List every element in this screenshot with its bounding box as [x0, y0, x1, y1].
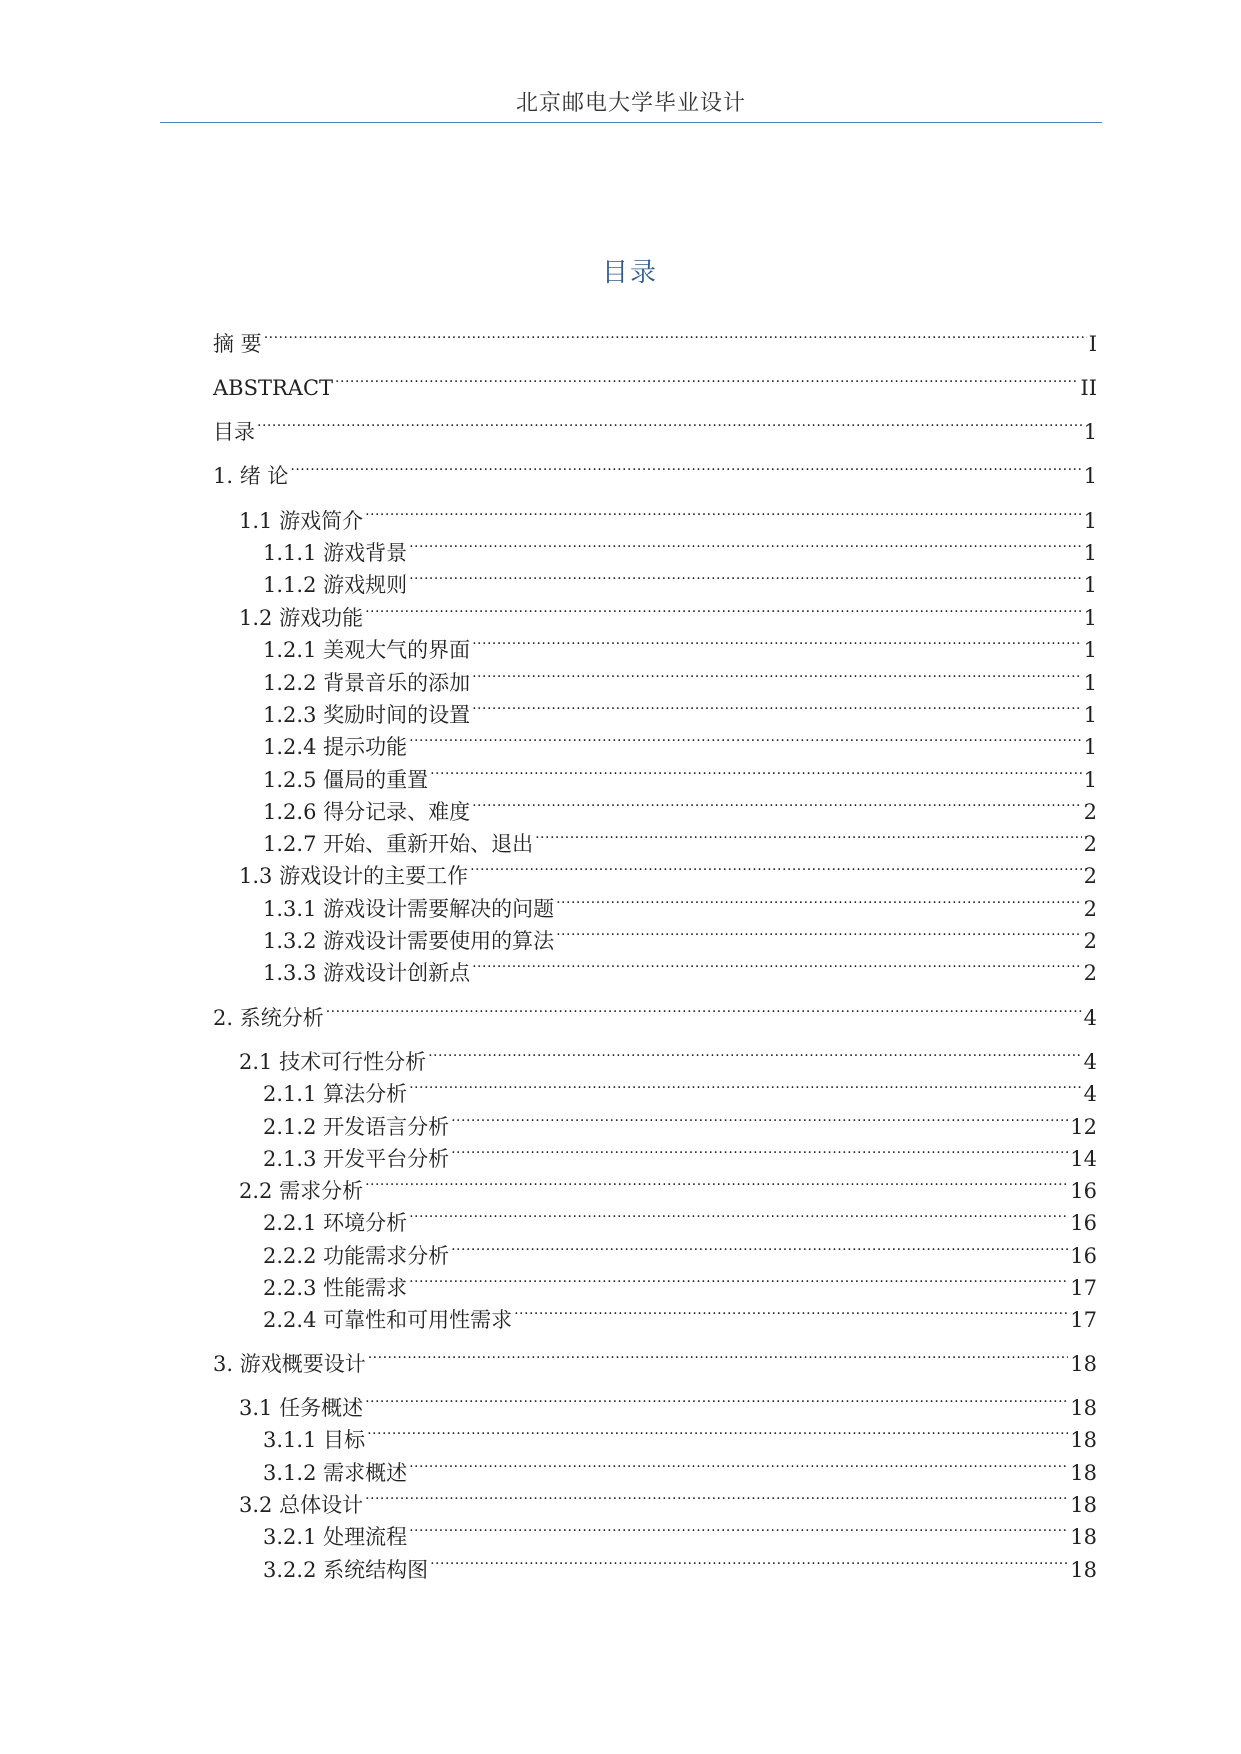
toc-entry-label: 1.1.2 游戏规则 — [263, 573, 408, 597]
toc-entry-chapter-1[interactable] — [213, 457, 1097, 489]
toc-dot-leader — [556, 890, 1082, 916]
toc-entry-1-2-4[interactable] — [263, 728, 1097, 760]
toc-entry-page: 2 — [1083, 897, 1097, 921]
toc-entry-page: 18 — [1070, 1558, 1097, 1582]
toc-entry-page: 17 — [1070, 1276, 1097, 1300]
toc-entry-page: 1 — [1083, 735, 1097, 759]
toc-entry-label: 1.1.1 游戏背景 — [263, 541, 408, 565]
toc-entry-3-2-2[interactable] — [263, 1551, 1097, 1583]
toc-title: 目录 — [601, 258, 658, 288]
toc-entry-page: 18 — [1070, 1352, 1097, 1376]
toc-entry-1-3-3[interactable] — [263, 954, 1097, 986]
toc-entry-1-2-2[interactable] — [263, 664, 1097, 696]
toc-entry-1-1-1[interactable] — [263, 534, 1097, 566]
toc-entry-label: 1.2 游戏功能 — [239, 606, 364, 630]
toc-dot-leader — [367, 1421, 1068, 1447]
toc-entry-page: 16 — [1070, 1244, 1097, 1268]
toc-entry-page: 16 — [1070, 1179, 1097, 1203]
toc-entry-label: 2.2.1 环境分析 — [263, 1211, 408, 1235]
toc-dot-leader — [365, 1486, 1068, 1512]
toc-entry-2-2[interactable] — [239, 1172, 1097, 1204]
toc-dot-leader — [326, 999, 1082, 1025]
toc-entry-label: 2.1 技术可行性分析 — [239, 1050, 427, 1074]
toc-entry-label: 2. 系统分析 — [213, 1006, 324, 1030]
toc-entry-page: 18 — [1070, 1461, 1097, 1485]
toc-entry-label: 1.3.1 游戏设计需要解决的问题 — [263, 897, 555, 921]
toc-entry-3-1-2[interactable] — [263, 1454, 1097, 1486]
toc-entry-page: 1 — [1083, 541, 1097, 565]
toc-dot-leader — [257, 413, 1082, 439]
toc-entry-page: 1 — [1083, 671, 1097, 695]
toc-entry-1-3-2[interactable] — [263, 922, 1097, 954]
toc-entry-page: 1 — [1083, 573, 1097, 597]
toc-entry-label: 1.2.3 奖励时间的设置 — [263, 703, 471, 727]
toc-entry-page: 18 — [1070, 1493, 1097, 1517]
toc-entry-1-2-7[interactable] — [263, 825, 1097, 857]
toc-entry-2-2-4[interactable] — [263, 1301, 1097, 1333]
toc-entry-label: 1.3 游戏设计的主要工作 — [239, 864, 469, 888]
toc-entry-label: 2.2.2 功能需求分析 — [263, 1244, 450, 1268]
toc-entry-page: 1 — [1083, 703, 1097, 727]
header-title: 北京邮电大学毕业设计 — [515, 91, 746, 116]
toc-entry-label: 3.1.2 需求概述 — [263, 1461, 408, 1485]
toc-dot-leader — [335, 369, 1078, 395]
toc-entry-page: 4 — [1083, 1082, 1097, 1106]
toc-entry-label: 3. 游戏概要设计 — [213, 1352, 366, 1376]
toc-entry-label: 3.2.2 系统结构图 — [263, 1558, 429, 1582]
toc-entry-page: 14 — [1070, 1147, 1097, 1171]
toc-dot-leader — [409, 1518, 1068, 1544]
toc-dot-leader — [365, 502, 1082, 528]
toc-entry-3-1[interactable] — [239, 1389, 1097, 1421]
toc-entry-label: 1.2.2 背景音乐的添加 — [263, 671, 471, 695]
toc-entry-page: 1 — [1083, 509, 1097, 533]
toc-dot-leader — [472, 631, 1082, 657]
toc-entry-label: 2.1.2 开发语言分析 — [263, 1115, 450, 1139]
toc-entry-page: 18 — [1070, 1396, 1097, 1420]
toc-entry-1-3-1[interactable] — [263, 890, 1097, 922]
toc-entry-page: 12 — [1070, 1115, 1097, 1139]
toc-entry-abstract-cn[interactable] — [213, 325, 1097, 357]
toc-entry-chapter-3[interactable] — [213, 1345, 1097, 1377]
toc-entry-2-2-2[interactable] — [263, 1237, 1097, 1269]
toc-entry-page: 1 — [1083, 464, 1097, 488]
toc-entry-2-1-2[interactable] — [263, 1108, 1097, 1140]
toc-entry-page: 2 — [1083, 929, 1097, 953]
toc-entry-1-1-2[interactable] — [263, 566, 1097, 598]
toc-entry-3-1-1[interactable] — [263, 1421, 1097, 1453]
toc-entry-label: 1.3.2 游戏设计需要使用的算法 — [263, 929, 555, 953]
toc-entry-1-2-6[interactable] — [263, 793, 1097, 825]
toc-dot-leader — [472, 954, 1082, 980]
toc-entry-2-2-3[interactable] — [263, 1269, 1097, 1301]
toc-dot-leader — [430, 1551, 1068, 1577]
toc-dot-leader — [409, 534, 1082, 560]
toc-entry-label: 1.3.3 游戏设计创新点 — [263, 961, 471, 985]
toc-entry-page: 4 — [1083, 1006, 1097, 1030]
toc-entry-label: 3.1 任务概述 — [239, 1396, 364, 1420]
toc-entry-contents[interactable] — [213, 413, 1097, 445]
toc-entry-page: 1 — [1083, 420, 1097, 444]
toc-entry-1-2-5[interactable] — [263, 761, 1097, 793]
toc-entry-label: 1. 绪 论 — [213, 464, 289, 488]
toc-entry-page: 18 — [1070, 1428, 1097, 1452]
toc-entry-page: 16 — [1070, 1211, 1097, 1235]
toc-dot-leader — [514, 1301, 1068, 1327]
toc-dot-leader — [556, 922, 1082, 948]
toc-dot-leader — [409, 1454, 1068, 1480]
toc-entry-page: 2 — [1083, 800, 1097, 824]
toc-dot-leader — [290, 457, 1081, 483]
toc-entry-label: 2.1.1 算法分析 — [263, 1082, 408, 1106]
toc-entry-label: 2.1.3 开发平台分析 — [263, 1147, 450, 1171]
toc-entry-page: 1 — [1083, 606, 1097, 630]
toc-entry-3-2-1[interactable] — [263, 1518, 1097, 1550]
toc-entry-2-1-1[interactable] — [263, 1075, 1097, 1107]
toc-entry-1-2[interactable] — [239, 599, 1097, 631]
toc-entry-label: 1.2.6 得分记录、难度 — [263, 800, 471, 824]
toc-entry-2-1-3[interactable] — [263, 1140, 1097, 1172]
toc-entry-label: ABSTRACT — [213, 376, 334, 400]
toc-entry-chapter-2[interactable] — [213, 999, 1097, 1031]
toc-dot-leader — [409, 1269, 1068, 1295]
toc-entry-page: 17 — [1070, 1308, 1097, 1332]
toc-entry-label: 1.2.4 提示功能 — [263, 735, 408, 759]
toc-dot-leader — [535, 825, 1082, 851]
toc-entry-page: 18 — [1070, 1525, 1097, 1549]
toc-dot-leader — [409, 728, 1082, 754]
toc-entry-label: 3.1.1 目标 — [263, 1428, 366, 1452]
toc-dot-leader — [451, 1237, 1068, 1263]
toc-entry-1-3[interactable] — [239, 857, 1097, 889]
toc-entry-page: II — [1080, 376, 1097, 400]
toc-dot-leader — [368, 1345, 1069, 1371]
toc-entry-1-2-1[interactable] — [263, 631, 1097, 663]
toc-dot-leader — [451, 1108, 1068, 1134]
toc-dot-leader — [264, 325, 1087, 351]
toc-dot-leader — [428, 1043, 1082, 1069]
toc-entry-label: 2.2 需求分析 — [239, 1179, 364, 1203]
toc-entry-label: 1.2.1 美观大气的界面 — [263, 638, 471, 662]
toc-dot-leader — [430, 761, 1082, 787]
toc-entry-page: 1 — [1083, 638, 1097, 662]
toc-entry-label: 2.2.4 可靠性和可用性需求 — [263, 1308, 513, 1332]
toc-dot-leader — [472, 696, 1082, 722]
toc-entry-label: 1.1 游戏简介 — [239, 509, 364, 533]
toc-entry-1-1[interactable] — [239, 502, 1097, 534]
toc-entry-page: 2 — [1083, 864, 1097, 888]
toc-dot-leader — [409, 1075, 1082, 1101]
toc-dot-leader — [472, 664, 1082, 690]
toc-entry-label: 3.2 总体设计 — [239, 1493, 364, 1517]
toc-entry-1-2-3[interactable] — [263, 696, 1097, 728]
toc-entry-page: 1 — [1083, 768, 1097, 792]
toc-entry-abstract-en[interactable] — [213, 369, 1097, 401]
toc-entry-label: 目录 — [213, 420, 255, 444]
toc-dot-leader — [409, 1204, 1068, 1230]
toc-dot-leader — [365, 1389, 1068, 1415]
toc-dot-leader — [470, 857, 1082, 883]
toc-entry-page: I — [1088, 332, 1097, 356]
toc-entry-label: 1.2.5 僵局的重置 — [263, 768, 429, 792]
toc-dot-leader — [409, 566, 1082, 592]
toc-entry-label: 1.2.7 开始、重新开始、退出 — [263, 832, 534, 856]
toc-entry-2-1[interactable] — [239, 1043, 1097, 1075]
toc-entry-label: 摘 要 — [213, 332, 262, 356]
toc-dot-leader — [451, 1140, 1068, 1166]
toc-dot-leader — [365, 599, 1082, 625]
toc-dot-leader — [472, 793, 1082, 819]
toc-entry-3-2[interactable] — [239, 1486, 1097, 1518]
toc-entry-2-2-1[interactable] — [263, 1204, 1097, 1236]
toc-entry-page: 4 — [1083, 1050, 1097, 1074]
toc-entry-label: 2.2.3 性能需求 — [263, 1276, 408, 1300]
toc-entry-page: 2 — [1083, 832, 1097, 856]
toc-entry-label: 3.2.1 处理流程 — [263, 1525, 408, 1549]
toc-dot-leader — [365, 1172, 1068, 1198]
toc-entry-page: 2 — [1083, 961, 1097, 985]
